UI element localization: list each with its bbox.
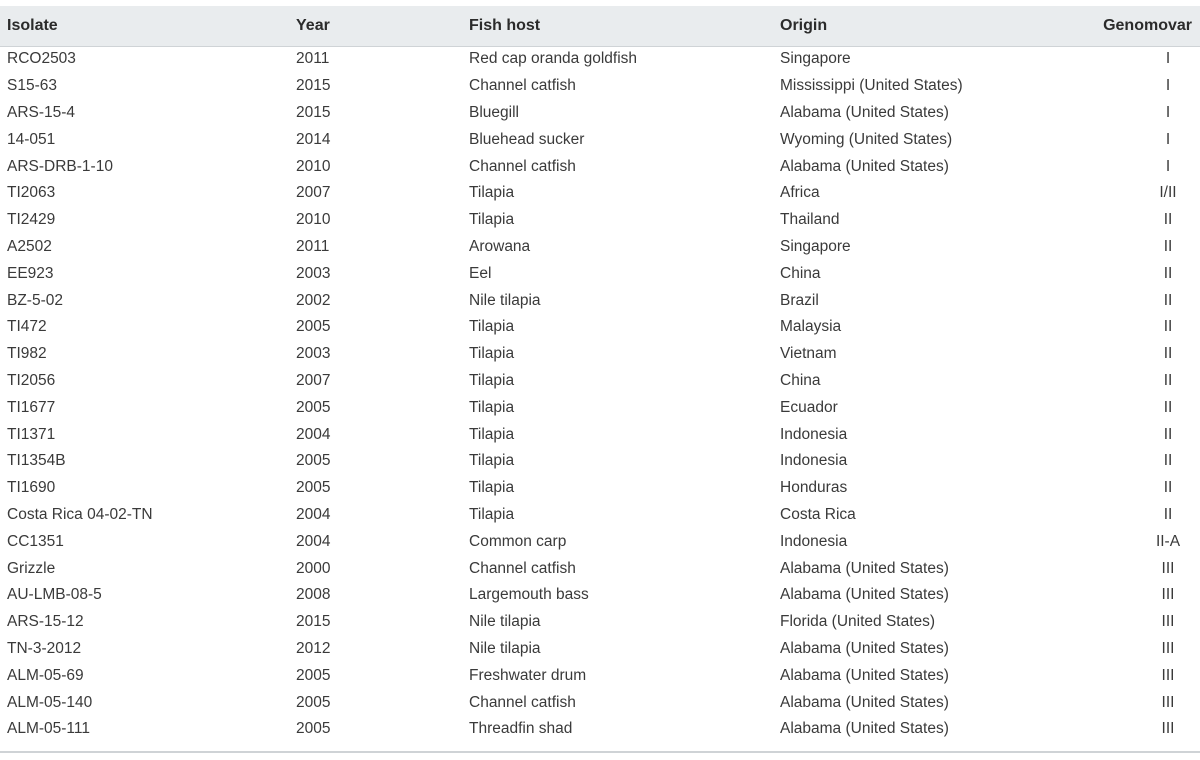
table-header: [0, 6, 1200, 46]
isolate-cell: TI1677: [7, 398, 56, 416]
isolate-cell: A2502: [7, 237, 52, 255]
column-header-year: Year: [296, 17, 330, 34]
table-row: [0, 180, 1200, 207]
table-bottom-rule: [0, 751, 1200, 753]
origin-cell: Honduras: [780, 479, 848, 497]
isolate-cell: ALM-05-111: [7, 720, 90, 738]
table-body: [0, 46, 1200, 743]
genomovar-cell: II: [1163, 505, 1173, 523]
fish-host-cell: Tilapia: [469, 184, 515, 202]
year-cell: 2015: [296, 613, 331, 631]
fish-host-cell: Tilapia: [469, 398, 515, 416]
fish-host-cell: Largemouth bass: [469, 586, 589, 604]
fish-host-cell: Eel: [469, 264, 492, 282]
genomovar-cell: I/II: [1159, 184, 1177, 202]
isolates-table: [0, 6, 1200, 743]
genomovar-cell: II: [1163, 291, 1173, 309]
origin-cell: Ecuador: [780, 398, 838, 416]
table-row: [0, 368, 1200, 395]
genomovar-cell: II: [1163, 371, 1173, 389]
table-row: [0, 394, 1200, 421]
column-header-fish-host: Fish host: [469, 17, 541, 34]
year-cell: 2002: [296, 291, 331, 309]
origin-cell: Africa: [780, 184, 820, 202]
isolate-cell: TI2429: [7, 211, 56, 229]
isolate-cell: S15-63: [7, 77, 57, 95]
isolate-cell: BZ-5-02: [7, 291, 63, 309]
table-row: [0, 341, 1200, 368]
year-cell: 2005: [296, 452, 331, 470]
table-row: [0, 475, 1200, 502]
isolates-table-container: [0, 6, 1200, 743]
isolate-cell: ALM-05-69: [7, 666, 84, 684]
isolate-cell: RCO2503: [7, 50, 76, 68]
year-cell: 2011: [296, 50, 330, 68]
table-row: [0, 555, 1200, 582]
genomovar-cell: II: [1163, 452, 1173, 470]
origin-cell: Singapore: [780, 237, 851, 255]
genomovar-cell: I: [1165, 50, 1171, 68]
genomovar-cell: II: [1163, 425, 1173, 443]
table-row: [0, 260, 1200, 287]
table-row: [0, 207, 1200, 234]
table-row: [0, 100, 1200, 127]
year-cell: 2003: [296, 345, 331, 363]
year-cell: 2007: [296, 371, 331, 389]
origin-cell: Alabama (United States): [780, 720, 949, 738]
genomovar-cell: I: [1165, 157, 1171, 175]
genomovar-cell: III: [1161, 586, 1175, 604]
table-row: [0, 153, 1200, 180]
year-cell: 2003: [296, 264, 331, 282]
isolate-cell: ARS-15-4: [7, 103, 76, 121]
year-cell: 2010: [296, 211, 331, 229]
year-cell: 2000: [296, 559, 331, 577]
genomovar-cell: III: [1161, 613, 1175, 631]
fish-host-cell: Channel catfish: [469, 693, 576, 711]
genomovar-cell: III: [1161, 559, 1175, 577]
genomovar-cell: I: [1165, 130, 1171, 148]
genomovar-cell: II: [1163, 211, 1173, 229]
year-cell: 2015: [296, 103, 331, 121]
table-row: [0, 126, 1200, 153]
origin-cell: China: [780, 371, 821, 389]
column-header-isolate: Isolate: [7, 17, 58, 34]
genomovar-cell: I: [1165, 103, 1171, 121]
origin-cell: Thailand: [780, 211, 840, 229]
fish-host-cell: Red cap oranda goldfish: [469, 50, 638, 68]
isolate-cell: TI2056: [7, 371, 56, 389]
table-row: [0, 421, 1200, 448]
year-cell: 2008: [296, 586, 331, 604]
column-header-genomovar: Genomovar: [1103, 17, 1192, 34]
year-cell: 2004: [296, 425, 331, 443]
fish-host-cell: Nile tilapia: [469, 613, 541, 631]
header-divider: [0, 46, 1200, 47]
genomovar-cell: II: [1163, 479, 1173, 497]
genomovar-cell: III: [1161, 720, 1175, 738]
year-cell: 2005: [296, 318, 331, 336]
fish-host-cell: Nile tilapia: [469, 291, 541, 309]
origin-cell: Alabama (United States): [780, 559, 949, 577]
genomovar-cell: III: [1161, 693, 1175, 711]
isolate-cell: CC1351: [7, 532, 64, 550]
year-cell: 2005: [296, 720, 331, 738]
isolate-cell: TI2063: [7, 184, 56, 202]
fish-host-cell: Threadfin shad: [469, 720, 573, 738]
column-header-origin: Origin: [780, 17, 828, 34]
fish-host-cell: Tilapia: [469, 211, 515, 229]
origin-cell: Indonesia: [780, 425, 848, 443]
table-row: [0, 46, 1200, 73]
origin-cell: Wyoming (United States): [780, 130, 953, 148]
isolate-cell: TI1371: [7, 425, 56, 443]
year-cell: 2015: [296, 77, 331, 95]
fish-host-cell: Channel catfish: [469, 157, 576, 175]
origin-cell: Indonesia: [780, 452, 848, 470]
fish-host-cell: Freshwater drum: [469, 666, 587, 684]
table-row: [0, 582, 1200, 609]
genomovar-cell: II-A: [1155, 532, 1181, 550]
table-row: [0, 314, 1200, 341]
table-row: [0, 528, 1200, 555]
origin-cell: Brazil: [780, 291, 819, 309]
origin-cell: Mississippi (United States): [780, 77, 963, 95]
year-cell: 2004: [296, 505, 331, 523]
fish-host-cell: Tilapia: [469, 318, 515, 336]
year-cell: 2014: [296, 130, 331, 148]
origin-cell: Florida (United States): [780, 613, 936, 631]
origin-cell: Costa Rica: [780, 505, 856, 523]
origin-cell: Alabama (United States): [780, 103, 949, 121]
genomovar-cell: III: [1161, 666, 1175, 684]
fish-host-cell: Bluegill: [469, 103, 519, 121]
isolate-cell: TI1354B: [7, 452, 66, 470]
genomovar-cell: III: [1161, 639, 1175, 657]
isolate-cell: TI1690: [7, 479, 56, 497]
origin-cell: Alabama (United States): [780, 586, 949, 604]
table-row: [0, 448, 1200, 475]
origin-cell: China: [780, 264, 821, 282]
isolate-cell: Grizzle: [7, 559, 56, 577]
origin-cell: Alabama (United States): [780, 157, 949, 175]
year-cell: 2005: [296, 398, 331, 416]
isolate-cell: TI982: [7, 345, 47, 363]
fish-host-cell: Bluehead sucker: [469, 130, 585, 148]
table-row: [0, 716, 1200, 743]
origin-cell: Indonesia: [780, 532, 848, 550]
isolate-cell: ARS-DRB-1-10: [7, 157, 113, 175]
fish-host-cell: Tilapia: [469, 452, 515, 470]
year-cell: 2005: [296, 666, 331, 684]
origin-cell: Alabama (United States): [780, 666, 949, 684]
fish-host-cell: Tilapia: [469, 479, 515, 497]
fish-host-cell: Tilapia: [469, 345, 515, 363]
year-cell: 2012: [296, 639, 331, 657]
isolate-cell: ARS-15-12: [7, 613, 84, 631]
fish-host-cell: Tilapia: [469, 425, 515, 443]
genomovar-cell: II: [1163, 264, 1173, 282]
genomovar-cell: II: [1163, 398, 1173, 416]
genomovar-cell: II: [1163, 318, 1173, 336]
genomovar-cell: I: [1165, 77, 1171, 95]
fish-host-cell: Arowana: [469, 237, 531, 255]
table-row: [0, 234, 1200, 261]
fish-host-cell: Channel catfish: [469, 77, 576, 95]
fish-host-cell: Tilapia: [469, 505, 515, 523]
table-row: [0, 73, 1200, 100]
fish-host-cell: Channel catfish: [469, 559, 576, 577]
fish-host-cell: Tilapia: [469, 371, 515, 389]
table-row: [0, 609, 1200, 636]
genomovar-cell: II: [1163, 237, 1173, 255]
table-row: [0, 502, 1200, 529]
table-row: [0, 636, 1200, 663]
origin-cell: Vietnam: [780, 345, 837, 363]
header-row: [0, 6, 1200, 46]
table-row: [0, 287, 1200, 314]
year-cell: 2004: [296, 532, 331, 550]
year-cell: 2011: [296, 237, 330, 255]
genomovar-cell: II: [1163, 345, 1173, 363]
isolate-cell: ALM-05-140: [7, 693, 93, 711]
year-cell: 2010: [296, 157, 331, 175]
year-cell: 2007: [296, 184, 331, 202]
table-row: [0, 662, 1200, 689]
year-cell: 2005: [296, 693, 331, 711]
origin-cell: Alabama (United States): [780, 639, 949, 657]
isolate-cell: TN-3-2012: [7, 639, 82, 657]
isolate-cell: TI472: [7, 318, 47, 336]
origin-cell: Singapore: [780, 50, 851, 68]
isolate-cell: AU-LMB-08-5: [7, 586, 102, 604]
fish-host-cell: Nile tilapia: [469, 639, 541, 657]
isolate-cell: EE923: [7, 264, 54, 282]
origin-cell: Malaysia: [780, 318, 842, 336]
isolate-cell: Costa Rica 04-02-TN: [7, 505, 153, 523]
table-row: [0, 689, 1200, 716]
origin-cell: Alabama (United States): [780, 693, 949, 711]
isolate-cell: 14-051: [7, 130, 56, 148]
fish-host-cell: Common carp: [469, 532, 567, 550]
year-cell: 2005: [296, 479, 331, 497]
